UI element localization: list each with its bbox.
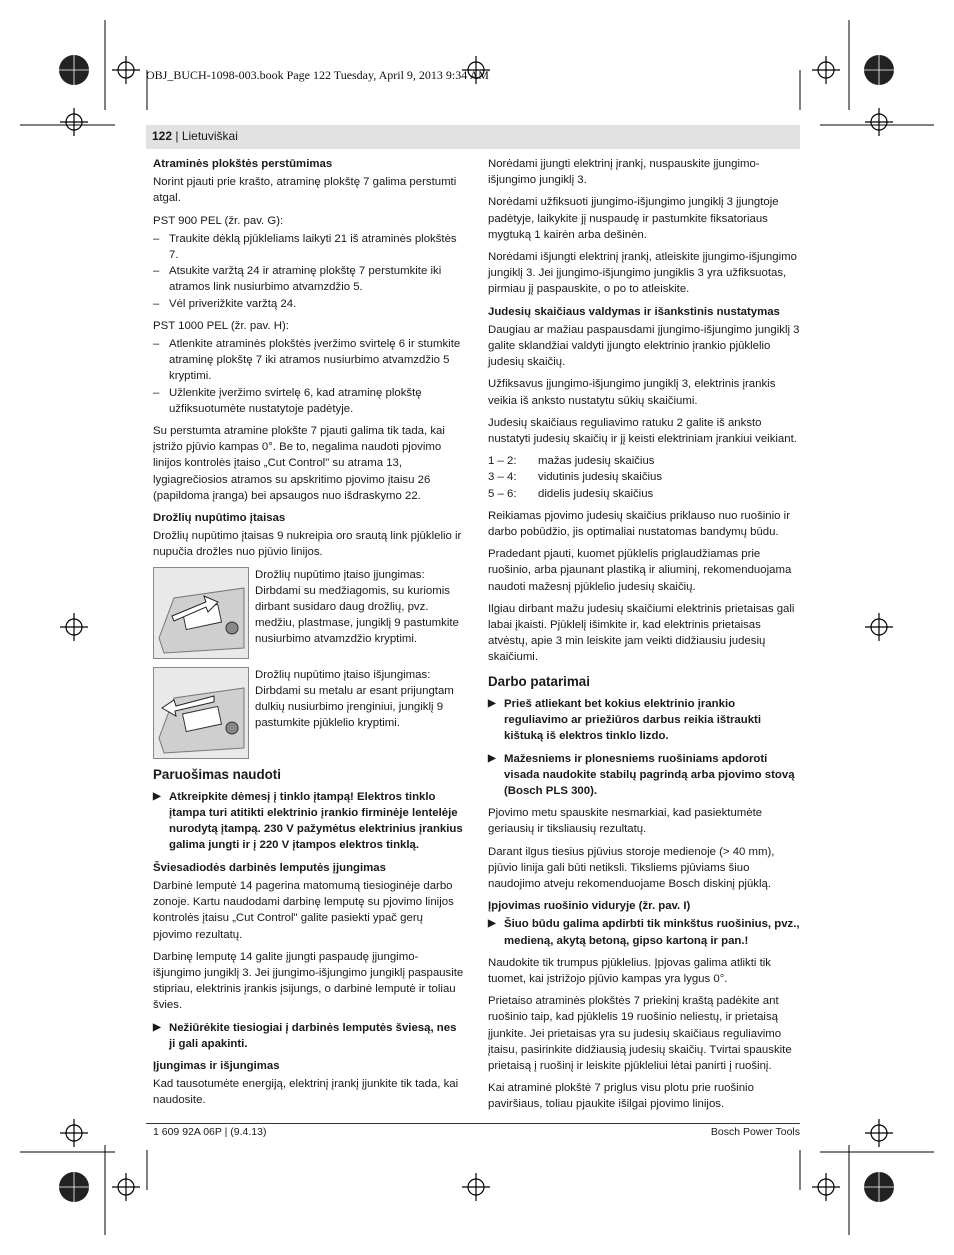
warning-item: ▶ Prieš atliekant bet kokius elektrinio įrankio reguliavimo ar priežiūros darbus reikia ištraukti kištuką iš elektros tinklo lizdo.	[488, 696, 800, 745]
section-title: Šviesadiodės darbinės lemputės įjungimas	[153, 861, 386, 874]
section-title: Įpjovimas ruošinio viduryje (žr. pav. I)	[488, 900, 691, 913]
left-column	[153, 156, 465, 1115]
figure-caption: Drožlių nupūtimo įtaiso įjungimas: Dirbdami su medžiagomis, su kuriomis dirbant susidaro daug drožlių, pvz. medžiu, plastmase, jungiklį 9 pastumkite nusiurbimo atvamzdžio kryptimi.	[255, 568, 459, 646]
model-label: PST 1000 PEL (žr. pav. H):	[153, 319, 289, 332]
section-heading: Darbo patarimai	[488, 673, 590, 689]
brand-footer: Bosch Power Tools	[710, 1126, 800, 1138]
warning-item: ▶ Mažesniems ir plonesniems ruošiniams apdoroti visada naudokite stabilų pagrindą arba pjovimo stovą (Bosch PLS 300).	[488, 751, 800, 800]
page-number-block: 122 | Lietuviškai	[152, 129, 238, 143]
blower-off-illustration	[153, 667, 249, 759]
speed-range-item: 1 – 2: mažas judesių skaičius	[488, 455, 655, 468]
list-item: – Atlenkite atraminės plokštės įveržimo svirtelę 6 ir stumkite atraminę plokštę 7 iki atramos nusiurbimo atvamzdžio 5 kryptimi.	[153, 338, 461, 383]
list-item: – Traukite dėklą pjūkleliams laikyti 21 iš atraminės plokštės 7.	[153, 232, 457, 262]
paragraph: Norėdami įjungti elektrinį įrankį, nuspauskite įjungimo-išjungimo jungiklį 3.	[488, 158, 760, 187]
figure-row	[153, 667, 465, 759]
paragraph: Užfiksavus įjungimo-išjungimo jungiklį 3, elektrinis įrankis veikia iš anksto nustatytu sūkių skaičiumi.	[488, 378, 776, 407]
paragraph: Norėdami išjungti elektrinį įrankį, atleiskite įjungimo-išjungimo jungiklį 3. Jei įjungimo-išjungimo jungiklis 3 yra užfiksuotas, pirmiau jį paspauskite, o po to atleiskite.	[488, 251, 797, 296]
paragraph: Kai atraminė plokštė 7 priglus visu plotu prie ruošinio paviršiaus, toliau pjaukite išilgai pjovimo linijos.	[488, 1082, 754, 1111]
triangle-bullet-icon: ▶	[488, 752, 496, 764]
paragraph: Pradedant pjauti, kuomet pjūklelis priglaudžiamas prie ruošinio, arba pjaunant plastiką ir aliuminį, rekomenduojama naudoti mažesnį pjūklelio judesių skaičių.	[488, 548, 792, 593]
right-column	[488, 156, 800, 1119]
figure-row	[153, 567, 465, 659]
section-title: Drožlių nupūtimo įtaisas	[153, 512, 286, 525]
print-info-line: OBJ_BUCH-1098-003.book Page 122 Tuesday, April 9, 2013 9:34 AM	[146, 68, 489, 82]
section-heading: Paruošimas naudoti	[153, 766, 281, 782]
section-title: Atraminės plokštės perstūmimas	[153, 158, 333, 170]
footer-rule	[146, 1123, 800, 1124]
paragraph: Norėdami užfiksuoti įjungimo-išjungimo jungiklį 3 įjungtoje padėtyje, laikykite jį nuspaudę ir pastumkite fiksatoriaus mygtuką 1 kairėn arba dešinėn.	[488, 196, 779, 241]
document-number: 1 609 92A 06P | (9.4.13)	[153, 1126, 267, 1138]
speed-range-item: 5 – 6: didelis judesių skaičius	[488, 487, 654, 500]
paragraph: Su perstumta atramine plokšte 7 pjauti galima tik tada, kai įstrižo pjūvio kampas 0°. Be to, negalima naudoti pjovimo linijos kontrolės įtaiso „Cut Control" su atrama 13, lygiagrečiosios atramos su apskritimo pjovimo įtaisu 26 (papildoma įranga) bei apsaugos nuo išdraskymo 22.	[153, 425, 445, 502]
paragraph: Kad tausotumėte energiją, elektrinį įrankį įjunkite tik tada, kai naudosite.	[153, 1078, 459, 1107]
warning-item: ▶ Nežiūrėkite tiesiogiai į darbinės lemputės šviesą, nes ji gali apakinti.	[153, 1020, 465, 1052]
triangle-bullet-icon: ▶	[488, 697, 496, 709]
paragraph: Naudokite tik trumpus pjūklelius. Įpjovas galima atlikti tik tuomet, kai įstrižojo pjūvio kampas yra lygus 0°.	[488, 956, 771, 985]
list-item: – Vėl priverižkite varžtą 24.	[153, 297, 297, 310]
section-title: Įjungimas ir išjungimas	[153, 1059, 280, 1072]
paragraph: Daugiau ar mažiau paspausdami įjungimo-išjungimo jungiklį 3 galite sklandžiai valdyti įjungto elektrinio įrankio pjūklelio judesių skaičių.	[488, 323, 800, 369]
list-item: – Atsukite varžtą 24 ir atraminę plokštę 7 perstumkite iki atramos link nusiurbimo atvamzdžio 5.	[153, 265, 442, 294]
speed-range-item: 3 – 4: vidutinis judesių skaičius	[488, 471, 663, 484]
paragraph: Darbinę lemputę 14 galite įjungti paspaudę įjungimo-išjungimo jungiklį 3. Jei įjungimo-išjungimo jungiklį paspausite stipriau, elektrinis įrankis įsijungs, o darbinė lemputė ir toliau švies.	[153, 950, 464, 1012]
paragraph: Judesių skaičiaus reguliavimo ratuku 2 galite iš anksto nustatyti judesių skaičių ir jį keisti elektriniam įrankiui veikiant.	[488, 416, 797, 446]
paragraph: Pjovimo metu spauskite nesmarkiai, kad pasiektumėte geriausių ir tiksliausių rezultatų.	[488, 807, 763, 836]
warning-item: ▶ Šiuo būdu galima apdirbti tik minkštus ruošinius, pvz., medieną, akytą betoną, gipso kartoną ir pan.!	[488, 916, 800, 948]
triangle-bullet-icon: ▶	[153, 790, 161, 802]
triangle-bullet-icon: ▶	[488, 918, 496, 930]
paragraph: Darant ilgus tiesius pjūvius storoje medienoje (> 40 mm), pjūvio linija gali būti netiksli. Tiksliems pjūviams šiuo naudojimo atveju rekomenduojame Bosch diskinį pjūklą.	[488, 845, 775, 890]
triangle-bullet-icon: ▶	[153, 1021, 161, 1033]
model-label: PST 900 PEL (žr. pav. G):	[153, 214, 284, 227]
language-label: Lietuviškai	[181, 129, 238, 143]
paragraph: Darbinė lemputė 14 pagerina matomumą tiesioginėje darbo zonoje. Kartu naudodami darbinę lemputę su pjovimo linijos kontrolės įtaisu „Cut Control" galite pasiekti ypač gerų pjovimo rezultatų.	[153, 879, 454, 941]
figure-caption: Drožlių nupūtimo įtaiso išjungimas: Dirbdami su metalu ar esant prijungtam dulkių nusiurbimo įrenginiui, jungiklį 9 pastumkite pjūklelio kryptimi.	[255, 668, 454, 730]
paragraph: Norint pjauti prie krašto, atraminę plokštę 7 galima perstumti atgal.	[153, 176, 457, 205]
blower-on-illustration	[153, 567, 249, 659]
page-number: 122	[152, 129, 173, 143]
page-header	[146, 125, 800, 149]
paragraph: Prietaiso atraminės plokštės 7 priekinį kraštą padėkite ant ruošinio taip, kad pjūklelis 19 ruošinio neliestų, ir prietaisą įjunkite. Jei prietaisas yra su judesių skaičiaus reguliavimo įtaisu, pasirinkite didžiausią judesių skaičių. Tvirtai spauskite prietaisą į ruošinį ir leiskite pjūkleliui lėtai panirti į ruošinį.	[488, 995, 792, 1072]
paragraph: Drožlių nupūtimo įtaisas 9 nukreipia oro srautą link pjūklelio ir nupučia drožles nuo pjūvio linijos.	[153, 530, 462, 559]
section-title: Judesių skaičiaus valdymas ir išankstinis nustatymas	[488, 305, 780, 318]
warning-item: ▶ Atkreipkite dėmesį į tinklo įtampą! Elektros tinklo įtampa turi atitikti elektrinio įrankio firminėje lentelėje nurodytą įtampą. 230 V pažymėtus elektrinius įrankius galima jungti ir į 220 V įtampos elektros tinklą.	[153, 789, 465, 854]
list-item: – Užlenkite įveržimo svirtelę 6, kad atraminę plokštę užfiksuotumėte nustatytoje padėtyje.	[153, 386, 422, 415]
paragraph: Reikiamas pjovimo judesių skaičius priklauso nuo ruošinio ir darbo pobūdžio, jis optimaliai nustatomas bandymų būdu.	[488, 509, 790, 539]
paragraph: Ilgiau dirbant mažu judesių skaičiumi elektrinis prietaisas gali labai įkaisti. Pjūklelį išimkite ir, kad elektrinis prietaisas atvėstų, apie 3 min leiskite jam veikti didžiausiu judesių skaičiumi.	[488, 602, 795, 664]
